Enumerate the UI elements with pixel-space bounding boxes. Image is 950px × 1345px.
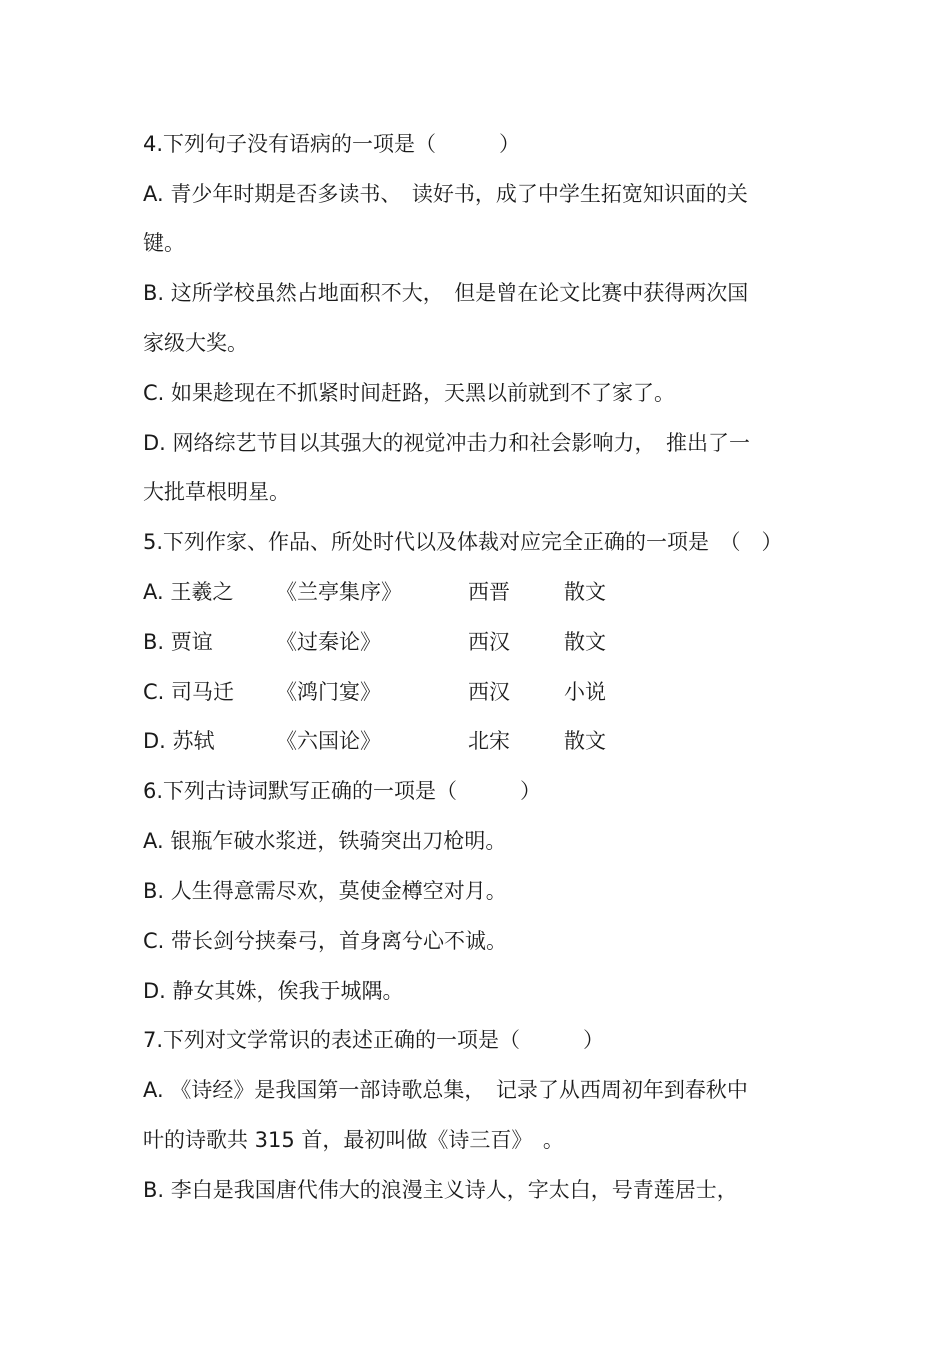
- row-b-era: 西汉: [468, 630, 510, 654]
- question-6-option-b: B. 人生得意需尽欢，莫使金樽空对月。: [143, 879, 507, 903]
- question-5-row-b: [143, 627, 643, 657]
- question-4-option-a-line-1: A. 青少年时期是否多读书、 读好书，成了中学生拓宽知识面的关: [143, 182, 748, 206]
- question-4-option-b-line-1: B. 这所学校虽然占地面积不大， 但是曾在论文比赛中获得两次国: [143, 281, 749, 305]
- question-7-stem: 7.下列对文学常识的表述正确的一项是（ ）: [143, 1028, 605, 1052]
- row-c-work: 《鸿门宴》: [276, 680, 381, 704]
- row-d-era: 北宋: [468, 729, 510, 753]
- row-d-label: D. 苏轼: [143, 729, 215, 753]
- question-6-option-d: D. 静女其姝，俟我于城隅。: [143, 979, 404, 1003]
- question-6-option-a: A. 银瓶乍破水浆迸，铁骑突出刀枪明。: [143, 829, 507, 853]
- row-c-label: C. 司马迁: [143, 680, 235, 704]
- row-a-label: A. 王羲之: [143, 580, 234, 604]
- row-b-label: B. 贾谊: [143, 630, 213, 654]
- question-7-option-a-line-1: A. 《诗经》是我国第一部诗歌总集， 记录了从西周初年到春秋中: [143, 1078, 748, 1102]
- row-a-era: 西晋: [468, 580, 510, 604]
- question-5-stem: 5.下列作家、作品、所处时代以及体裁对应完全正确的一项是 （ ）: [143, 530, 783, 554]
- question-7-option-b-line-1: B. 李白是我国唐代伟大的浪漫主义诗人，字太白，号青莲居士，: [143, 1178, 738, 1202]
- row-a-genre: 散文: [564, 580, 606, 604]
- question-6-stem: 6.下列古诗词默写正确的一项是（ ）: [143, 779, 542, 803]
- question-4-option-d-line-2: 大批草根明星。: [143, 480, 290, 504]
- question-6-option-c: C. 带长剑兮挟秦弓，首身离兮心不诚。: [143, 929, 508, 953]
- question-5-row-c: [143, 677, 643, 707]
- question-4-option-d-line-1: D. 网络综艺节目以其强大的视觉冲击力和社会影响力， 推出了一: [143, 431, 751, 455]
- question-4-stem: 4.下列句子没有语病的一项是（ ）: [143, 132, 521, 156]
- row-c-genre: 小说: [564, 680, 606, 704]
- row-b-genre: 散文: [564, 630, 606, 654]
- question-4-option-c: C. 如果趁现在不抓紧时间赶路，天黑以前就到不了家了。: [143, 381, 676, 405]
- question-5-row-a: [143, 577, 643, 607]
- question-4-option-b-line-2: 家级大奖。: [143, 331, 248, 355]
- row-b-work: 《过秦论》: [276, 630, 381, 654]
- row-a-work: 《兰亭集序》: [276, 580, 402, 604]
- row-c-era: 西汉: [468, 680, 510, 704]
- row-d-work: 《六国论》: [276, 729, 381, 753]
- row-d-genre: 散文: [564, 729, 606, 753]
- question-5-row-d: [143, 726, 643, 756]
- question-7-option-a-line-2: 叶的诗歌共 315 首，最初叫做《诗三百》 。: [143, 1128, 564, 1152]
- question-4-option-a-line-2: 键。: [143, 231, 185, 255]
